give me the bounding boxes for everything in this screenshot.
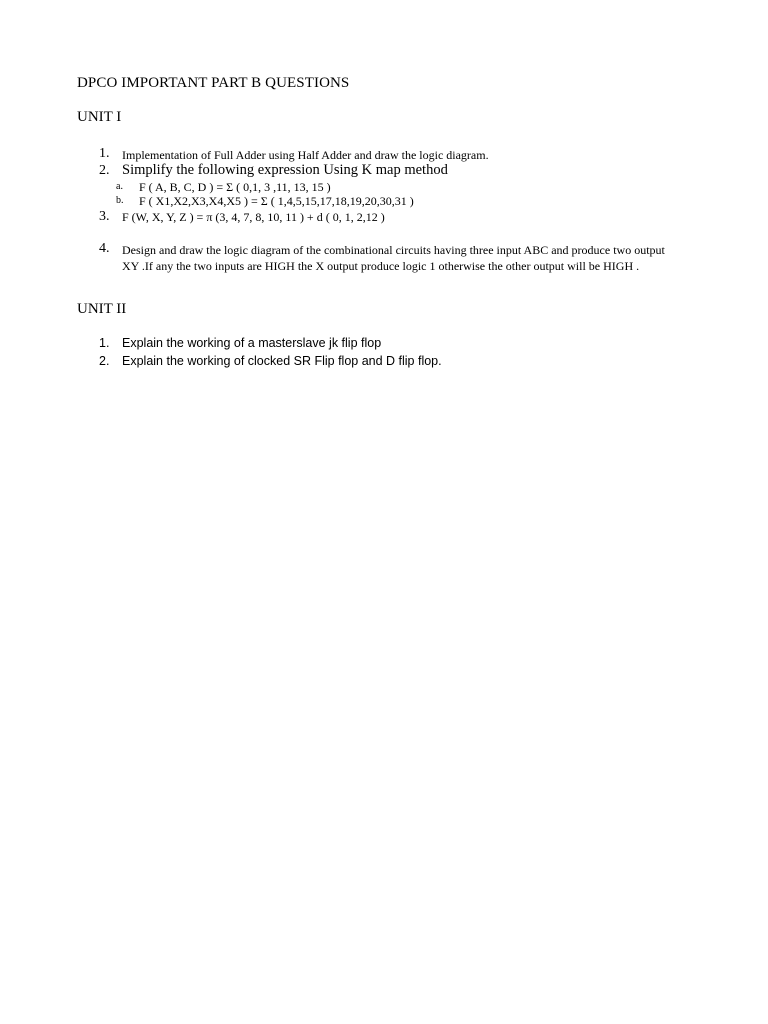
unit-2-item-2 bbox=[0, 354, 768, 372]
unit-1-item-3 bbox=[0, 209, 768, 225]
item-number: 2. bbox=[99, 163, 110, 178]
unit-1-item-2 bbox=[0, 163, 768, 181]
item-text: Implementation of Full Adder using Half Adder and draw the logic diagram. bbox=[122, 148, 489, 162]
unit-1-subitem-a bbox=[0, 180, 768, 194]
item-text-line-1: Design and draw the logic diagram of the combinational circuits having three input ABC and produce two output bbox=[122, 243, 665, 257]
item-number: 1. bbox=[99, 336, 110, 350]
unit-1-subitem-b bbox=[0, 194, 768, 208]
item-text-line-2: XY .If any the two inputs are HIGH the X output produce logic 1 otherwise the other output will be HIGH . bbox=[122, 259, 640, 273]
unit-1-heading: UNIT I bbox=[77, 109, 122, 125]
item-number: 1. bbox=[99, 146, 110, 161]
item-text: Simplify the following expression Using K map method bbox=[122, 162, 448, 178]
item-number: 4. bbox=[99, 241, 110, 256]
unit-2-item-1 bbox=[0, 336, 768, 354]
subitem-text: F ( A, B, C, D ) = Σ ( 0,1, 3 ,11, 13, 15 ) bbox=[139, 180, 331, 194]
subitem-text: F ( X1,X2,X3,X4,X5 ) = Σ ( 1,4,5,15,17,18,19,20,30,31 ) bbox=[139, 194, 414, 208]
item-number: 2. bbox=[99, 354, 110, 368]
unit-1-item-4 bbox=[0, 241, 768, 275]
unit-2-heading: UNIT II bbox=[77, 301, 127, 317]
item-text: F (W, X, Y, Z ) = π (3, 4, 7, 8, 10, 11 ) + d ( 0, 1, 2,12 ) bbox=[122, 210, 385, 224]
subitem-letter: a. bbox=[116, 181, 123, 192]
item-text: Explain the working of a masterslave jk flip flop bbox=[122, 336, 382, 350]
item-number: 3. bbox=[99, 209, 110, 224]
item-text: Explain the working of clocked SR Flip flop and D flip flop. bbox=[122, 354, 442, 368]
document-title: DPCO IMPORTANT PART B QUESTIONS bbox=[77, 75, 350, 91]
subitem-letter: b. bbox=[116, 195, 124, 206]
